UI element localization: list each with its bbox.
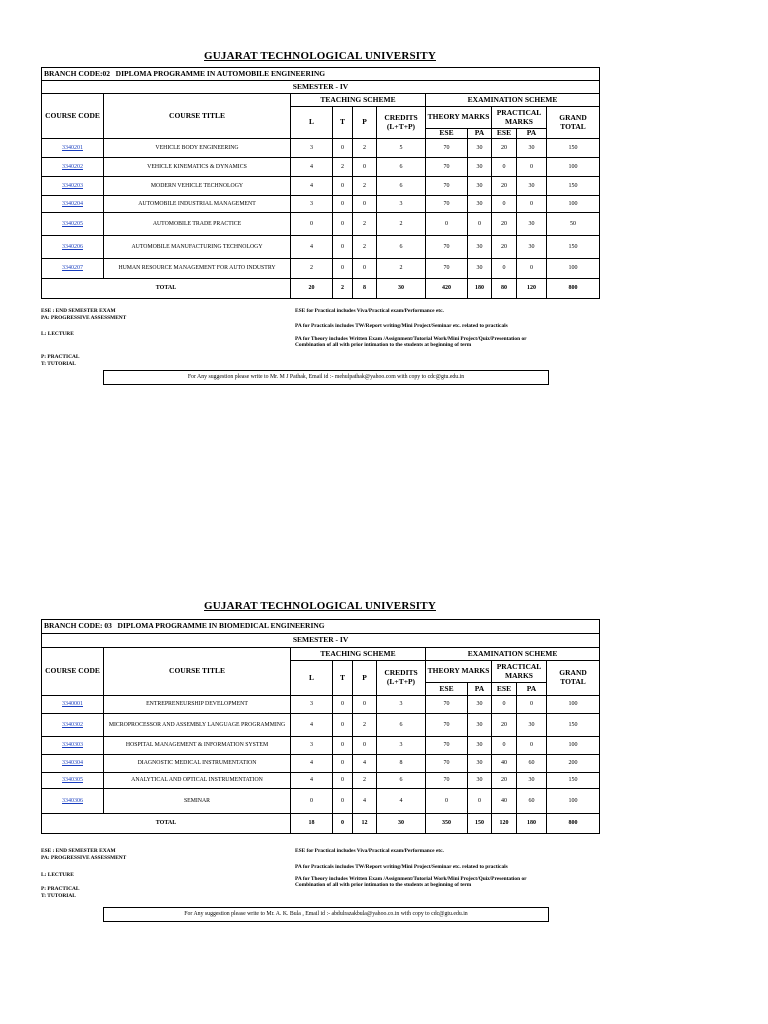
theory-marks-header: THEORY MARKS <box>426 107 492 129</box>
cell-practical-pa: 30 <box>517 139 547 158</box>
total-credits: 30 <box>377 279 426 299</box>
cell-t: 2 <box>333 158 353 177</box>
branch-header: BRANCH CODE: 03 DIPLOMA PROGRAMME IN BIOMEDICAL ENGINEERING <box>42 620 600 634</box>
cell-t: 0 <box>333 177 353 196</box>
cell-theory-pa: 30 <box>468 714 492 737</box>
cell-grand-total: 150 <box>547 139 600 158</box>
cell-t: 0 <box>333 196 353 213</box>
course-title-header: COURSE TITLE <box>104 648 291 696</box>
course-code-link[interactable]: 3340204 <box>42 196 104 213</box>
course-code-link[interactable]: 3340001 <box>42 696 104 714</box>
cell-p: 2 <box>353 773 377 789</box>
teaching-scheme-header: TEACHING SCHEME <box>291 94 426 107</box>
cell-practical-ese: 0 <box>492 696 517 714</box>
cell-grand-total: 150 <box>547 177 600 196</box>
total-l: 20 <box>291 279 333 299</box>
cell-p: 4 <box>353 789 377 814</box>
cell-theory-ese: 70 <box>426 196 468 213</box>
cell-theory-ese: 0 <box>426 213 468 236</box>
table-row <box>42 755 600 773</box>
cell-credits: 4 <box>377 789 426 814</box>
cell-practical-pa: 0 <box>517 259 547 279</box>
total-theory-pa: 150 <box>468 814 492 834</box>
cell-theory-ese: 70 <box>426 158 468 177</box>
table-row <box>42 177 600 196</box>
cell-practical-ese: 40 <box>492 755 517 773</box>
cell-p: 2 <box>353 236 377 259</box>
practical-pa-header: PA <box>517 683 547 696</box>
contact-box: For Any suggestion please write to Mr. M J Pathak, Email id :- mehulpathak@yahoo.com with copy to cdc@gtu.edu.in <box>103 370 549 385</box>
course-title: VEHICLE KINEMATICS & DYNAMICS <box>104 158 291 177</box>
cell-credits: 3 <box>377 696 426 714</box>
cell-practical-pa: 30 <box>517 213 547 236</box>
total-practical-ese: 120 <box>492 814 517 834</box>
table-row <box>42 259 600 279</box>
table-row <box>42 139 600 158</box>
cell-theory-ese: 70 <box>426 259 468 279</box>
cell-theory-pa: 0 <box>468 213 492 236</box>
course-code-link[interactable]: 3340205 <box>42 213 104 236</box>
legend-ese: ESE : END SEMESTER EXAM <box>41 848 116 854</box>
total-practical-pa: 180 <box>517 814 547 834</box>
table-row <box>42 789 600 814</box>
cell-theory-ese: 70 <box>426 177 468 196</box>
legend-right <box>295 308 595 349</box>
cell-theory-ese: 70 <box>426 236 468 259</box>
cell-p: 0 <box>353 259 377 279</box>
legend-lecture: L: LECTURE <box>41 330 74 337</box>
legend-pa: PA: PROGRESSIVE ASSESSMENT <box>41 854 127 861</box>
teaching-scheme-header: TEACHING SCHEME <box>291 648 426 661</box>
cell-p: 0 <box>353 196 377 213</box>
cell-grand-total: 100 <box>547 696 600 714</box>
cell-theory-pa: 30 <box>468 177 492 196</box>
legend-right <box>295 848 595 889</box>
cell-p: 0 <box>353 696 377 714</box>
university-title: GUJARAT TECHNOLOGICAL UNIVERSITY <box>204 50 436 62</box>
practical-header: P <box>353 661 377 696</box>
cell-credits: 6 <box>377 714 426 737</box>
note-practical-ese: ESE for Practical includes Viva/Practical exam/Performance etc. <box>295 308 444 314</box>
examination-scheme-header: EXAMINATION SCHEME <box>426 94 600 107</box>
cell-credits: 6 <box>377 236 426 259</box>
cell-l: 2 <box>291 259 333 279</box>
cell-theory-pa: 30 <box>468 158 492 177</box>
cell-l: 3 <box>291 737 333 755</box>
cell-l: 3 <box>291 696 333 714</box>
cell-grand-total: 150 <box>547 773 600 789</box>
total-t: 0 <box>333 814 353 834</box>
cell-credits: 5 <box>377 139 426 158</box>
total-practical-pa: 120 <box>517 279 547 299</box>
cell-l: 3 <box>291 139 333 158</box>
examination-scheme-header: EXAMINATION SCHEME <box>426 648 600 661</box>
cell-t: 0 <box>333 213 353 236</box>
grand-total-header: GRAND TOTAL <box>547 661 600 696</box>
course-title: VEHICLE BODY ENGINEERING <box>104 139 291 158</box>
legend-ese: ESE : END SEMESTER EXAM <box>41 308 116 314</box>
cell-t: 0 <box>333 696 353 714</box>
course-code-link[interactable]: 3340304 <box>42 755 104 773</box>
cell-theory-pa: 0 <box>468 789 492 814</box>
semester-label: SEMESTER - IV <box>42 634 600 648</box>
legend-left <box>41 308 126 368</box>
credits-header: CREDITS (L+T+P) <box>377 107 426 139</box>
cell-t: 0 <box>333 789 353 814</box>
table-row <box>42 236 600 259</box>
cell-grand-total: 100 <box>547 196 600 213</box>
course-code-header: COURSE CODE <box>42 648 104 696</box>
legend-practical: P: PRACTICAL <box>41 354 80 361</box>
course-code-link[interactable]: 3340203 <box>42 177 104 196</box>
theory-marks-header: THEORY MARKS <box>426 661 492 683</box>
course-title: MODERN VEHICLE TECHNOLOGY <box>104 177 291 196</box>
cell-t: 0 <box>333 773 353 789</box>
cell-l: 4 <box>291 177 333 196</box>
university-title: GUJARAT TECHNOLOGICAL UNIVERSITY <box>204 600 436 612</box>
cell-practical-pa: 60 <box>517 755 547 773</box>
note-practical-pa: PA for Practicals includes TW/Report writing/Mini Project/Seminar etc. related to practicals <box>295 863 508 870</box>
cell-practical-pa: 60 <box>517 789 547 814</box>
table-row <box>42 773 600 789</box>
cell-p: 0 <box>353 158 377 177</box>
total-label: TOTAL <box>42 279 291 299</box>
cell-credits: 3 <box>377 196 426 213</box>
cell-theory-pa: 30 <box>468 773 492 789</box>
course-code-link[interactable]: 3340202 <box>42 158 104 177</box>
course-title-header: COURSE TITLE <box>104 94 291 139</box>
cell-practical-pa: 30 <box>517 236 547 259</box>
cell-practical-ese: 20 <box>492 714 517 737</box>
cell-practical-ese: 0 <box>492 259 517 279</box>
course-code-header: COURSE CODE <box>42 94 104 139</box>
cell-practical-pa: 0 <box>517 737 547 755</box>
scheme-table <box>41 619 600 834</box>
cell-practical-ese: 20 <box>492 213 517 236</box>
theory-pa-header: PA <box>468 129 492 139</box>
cell-grand-total: 100 <box>547 158 600 177</box>
cell-l: 4 <box>291 236 333 259</box>
course-title: AUTOMOBILE TRADE PRACTICE <box>104 213 291 236</box>
cell-t: 0 <box>333 259 353 279</box>
cell-grand-total: 150 <box>547 714 600 737</box>
cell-practical-ese: 20 <box>492 236 517 259</box>
cell-l: 4 <box>291 773 333 789</box>
cell-theory-pa: 30 <box>468 139 492 158</box>
cell-credits: 6 <box>377 177 426 196</box>
theory-ese-header: ESE <box>426 129 468 139</box>
note-practical-pa: PA for Practicals includes TW/Report writing/Mini Project/Seminar etc. related to practicals <box>295 322 508 329</box>
cell-grand-total: 150 <box>547 236 600 259</box>
course-code-link[interactable]: 3340207 <box>42 259 104 279</box>
cell-credits: 6 <box>377 773 426 789</box>
course-title: AUTOMOBILE MANUFACTURING TECHNOLOGY <box>104 236 291 259</box>
cell-p: 2 <box>353 177 377 196</box>
course-title: DIAGNOSTIC MEDICAL INSTRUMENTATION <box>104 755 291 773</box>
course-title: MICROPROCESSOR AND ASSEMBLY LANGUAGE PROGRAMMING <box>104 714 291 737</box>
cell-theory-pa: 30 <box>468 196 492 213</box>
cell-credits: 2 <box>377 213 426 236</box>
legend-tutorial: T: TUTORIAL <box>41 361 76 367</box>
cell-practical-pa: 0 <box>517 158 547 177</box>
table-row <box>42 158 600 177</box>
lecture-header: L <box>291 107 333 139</box>
total-theory-pa: 180 <box>468 279 492 299</box>
note-theory-pa: PA for Theory includes Written Exam /Assignment/Tutorial Work/Mini Project/Quiz/Presentation or <box>295 875 527 882</box>
practical-ese-header: ESE <box>492 129 517 139</box>
course-title: HOSPITAL MANAGEMENT & INFORMATION SYSTEM <box>104 737 291 755</box>
cell-theory-ese: 70 <box>426 714 468 737</box>
cell-t: 0 <box>333 139 353 158</box>
cell-theory-ese: 70 <box>426 139 468 158</box>
cell-l: 4 <box>291 158 333 177</box>
total-p: 12 <box>353 814 377 834</box>
cell-theory-pa: 30 <box>468 755 492 773</box>
tutorial-header: T <box>333 107 353 139</box>
practical-marks-header: PRACTICAL MARKS <box>492 107 547 129</box>
course-title: AUTOMOBILE INDUSTRIAL MANAGEMENT <box>104 196 291 213</box>
semester-label: SEMESTER - IV <box>42 81 600 94</box>
total-grand: 800 <box>547 814 600 834</box>
legend-practical: P: PRACTICAL <box>41 886 80 893</box>
cell-p: 0 <box>353 737 377 755</box>
total-l: 18 <box>291 814 333 834</box>
cell-theory-ese: 70 <box>426 696 468 714</box>
cell-theory-pa: 30 <box>468 259 492 279</box>
theory-pa-header: PA <box>468 683 492 696</box>
cell-practical-ese: 0 <box>492 158 517 177</box>
credits-header: CREDITS (L+T+P) <box>377 661 426 696</box>
grand-total-header: GRAND TOTAL <box>547 107 600 139</box>
cell-theory-ese: 70 <box>426 773 468 789</box>
course-title: ANALYTICAL AND OPTICAL INSTRUMENTATION <box>104 773 291 789</box>
cell-t: 0 <box>333 755 353 773</box>
scheme-table <box>41 67 600 299</box>
cell-practical-ese: 20 <box>492 177 517 196</box>
table-row <box>42 737 600 755</box>
cell-grand-total: 50 <box>547 213 600 236</box>
total-theory-ese: 420 <box>426 279 468 299</box>
cell-practical-pa: 30 <box>517 773 547 789</box>
course-code-link[interactable]: 3340306 <box>42 789 104 814</box>
cell-credits: 3 <box>377 737 426 755</box>
cell-grand-total: 100 <box>547 259 600 279</box>
practical-marks-header: PRACTICAL MARKS <box>492 661 547 683</box>
cell-practical-pa: 30 <box>517 714 547 737</box>
branch-header: BRANCH CODE:02 DIPLOMA PROGRAMME IN AUTOMOBILE ENGINEERING <box>42 68 600 81</box>
total-practical-ese: 80 <box>492 279 517 299</box>
cell-l: 4 <box>291 714 333 737</box>
cell-grand-total: 100 <box>547 737 600 755</box>
note-theory-pa-cont: Combination of all with prior intimation to the students at beginning of term <box>295 342 472 349</box>
legend-left <box>41 848 126 900</box>
course-code-link[interactable]: 3340303 <box>42 737 104 755</box>
cell-practical-ese: 40 <box>492 789 517 814</box>
cell-p: 2 <box>353 714 377 737</box>
cell-theory-ese: 0 <box>426 789 468 814</box>
table-row <box>42 696 600 714</box>
cell-grand-total: 100 <box>547 789 600 814</box>
course-title: ENTREPRENEURSHIP DEVELOPMENT <box>104 696 291 714</box>
cell-t: 0 <box>333 737 353 755</box>
cell-grand-total: 200 <box>547 755 600 773</box>
note-theory-pa-cont: Combination of all with prior intimation to the students at beginning of term <box>295 882 472 889</box>
cell-theory-ese: 70 <box>426 737 468 755</box>
cell-t: 0 <box>333 236 353 259</box>
total-credits: 30 <box>377 814 426 834</box>
practical-pa-header: PA <box>517 129 547 139</box>
cell-practical-pa: 0 <box>517 196 547 213</box>
cell-l: 3 <box>291 196 333 213</box>
cell-credits: 6 <box>377 158 426 177</box>
course-title: SEMINAR <box>104 789 291 814</box>
cell-practical-ese: 20 <box>492 773 517 789</box>
course-code-link[interactable]: 3340201 <box>42 139 104 158</box>
legend-tutorial: T: TUTORIAL <box>41 893 76 899</box>
course-code-link[interactable]: 3340206 <box>42 236 104 259</box>
cell-practical-pa: 0 <box>517 696 547 714</box>
cell-l: 0 <box>291 789 333 814</box>
tutorial-header: T <box>333 661 353 696</box>
total-p: 8 <box>353 279 377 299</box>
theory-ese-header: ESE <box>426 683 468 696</box>
cell-p: 2 <box>353 213 377 236</box>
cell-practical-ese: 0 <box>492 196 517 213</box>
cell-credits: 2 <box>377 259 426 279</box>
cell-practical-ese: 20 <box>492 139 517 158</box>
cell-p: 4 <box>353 755 377 773</box>
cell-theory-pa: 30 <box>468 696 492 714</box>
total-theory-ese: 350 <box>426 814 468 834</box>
cell-l: 0 <box>291 213 333 236</box>
table-row <box>42 714 600 737</box>
cell-practical-ese: 0 <box>492 737 517 755</box>
cell-t: 0 <box>333 714 353 737</box>
cell-l: 4 <box>291 755 333 773</box>
legend-pa: PA: PROGRESSIVE ASSESSMENT <box>41 314 127 321</box>
total-row <box>42 814 600 834</box>
cell-theory-pa: 30 <box>468 236 492 259</box>
total-grand: 800 <box>547 279 600 299</box>
course-title: HUMAN RESOURCE MANAGEMENT FOR AUTO INDUSTRY <box>104 259 291 279</box>
table-row <box>42 213 600 236</box>
cell-theory-pa: 30 <box>468 737 492 755</box>
cell-theory-ese: 70 <box>426 755 468 773</box>
course-code-link[interactable]: 3340305 <box>42 773 104 789</box>
note-practical-ese: ESE for Practical includes Viva/Practical exam/Performance etc. <box>295 848 444 854</box>
cell-credits: 8 <box>377 755 426 773</box>
cell-practical-pa: 30 <box>517 177 547 196</box>
practical-header: P <box>353 107 377 139</box>
practical-ese-header: ESE <box>492 683 517 696</box>
note-theory-pa: PA for Theory includes Written Exam /Assignment/Tutorial Work/Mini Project/Quiz/Presentation or <box>295 335 527 342</box>
cell-p: 2 <box>353 139 377 158</box>
table-row <box>42 196 600 213</box>
contact-box: For Any suggestion please write to Mr. A. K. Bula , Email id :- abdulrazakbula@yahoo.co.in with copy to cdc@gtu.edu.in <box>103 907 549 922</box>
lecture-header: L <box>291 661 333 696</box>
total-label: TOTAL <box>42 814 291 834</box>
legend-lecture: L: LECTURE <box>41 871 74 878</box>
total-row <box>42 279 600 299</box>
course-code-link[interactable]: 3340302 <box>42 714 104 737</box>
total-t: 2 <box>333 279 353 299</box>
